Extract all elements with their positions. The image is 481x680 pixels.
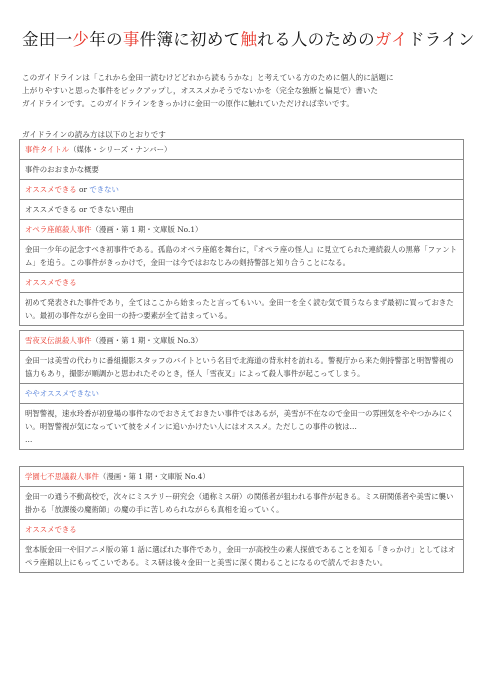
legend-summary-row: 事件のおおまかな概要: [20, 159, 463, 179]
title-highlight: 触: [240, 30, 258, 49]
legend-rec-negative: できない: [89, 185, 119, 194]
legend-title-label: 事件タイトル: [25, 145, 70, 154]
case-recommendation: オススメできる: [20, 519, 463, 539]
case-recommendation: ややオススメできない: [20, 383, 463, 403]
case-table-yukiyasha: [19, 330, 464, 450]
case-meta: （漫画・第 1 期・文庫版 No.4）: [98, 472, 210, 481]
case-table-opera: [19, 219, 464, 326]
case-summary: 金田一は美雪の代わりに番組撮影スタッフのバイトという名目で北海道の背氷村を訪れる。警視庁から来た剣持警部と明智警視の協力もあり，撮影が順調かと思われたそのとき，怪人「雪夜叉」によって殺人事件が起こってしまう。: [20, 350, 463, 383]
page-title: [22, 26, 475, 50]
case-title-row: [20, 467, 463, 486]
case-title: 雪夜叉伝説殺人事件: [25, 336, 92, 345]
title-highlight: 少: [72, 30, 90, 49]
case-title-row: [20, 220, 463, 239]
legend-reason-row: [20, 199, 463, 219]
title-highlight: 事: [122, 30, 140, 49]
case-reason-text: 明智警視，速水玲香が初登場の事件なのでおさえておきたい事件ではあるが，美雪が不在なので金田一の雰囲気をややつかみにくい。明智警視が気になっていて彼をメインに追いかけたい人にはオススメ。ただしこの事件の彼は…: [25, 409, 454, 431]
title-segment: 件簿に初めて: [139, 30, 241, 49]
legend-lead: ガイドラインの読み方は以下のとおりです: [22, 130, 166, 139]
legend-reason-post: できない理由: [89, 205, 134, 214]
legend-rec-or: or: [76, 185, 90, 194]
title-segment: ドライン: [407, 30, 475, 49]
case-reason: 堂本版金田一や旧アニメ版の第 1 話に選ばれた事件であり，金田一が高校生の素人探偵であることを知る「きっかけ」としてはオペラ座館以上にもってこいである。ミス研は後々金田一と美雪に深く関わることになるので読んでおきたい。: [20, 539, 463, 572]
case-reason-tail: …: [25, 435, 33, 444]
title-segment: 年の: [89, 30, 123, 49]
case-reason: 初めて発表された事件であり，全てはここから始まったと言ってもいい。金田一を全く読む気で買うならまず最初に買っておきたい。最初の事件ながら金田一の持つ要素が全て詰まっている。: [20, 292, 463, 325]
legend-rec-positive: オススメできる: [25, 185, 77, 194]
title-segment: 金田一: [22, 30, 73, 49]
case-title: 学園七不思議殺人事件: [25, 472, 99, 481]
case-title-row: [20, 331, 463, 350]
legend-table: [19, 139, 464, 220]
case-meta: （漫画・第 1 期・文庫版 No.3）: [91, 336, 203, 345]
case-reason: [20, 403, 463, 449]
legend-title-meta: （媒体・シリーズ・ナンバー）: [69, 145, 172, 154]
legend-rec-row: [20, 179, 463, 199]
title-segment: れる人のための: [257, 30, 375, 49]
case-recommendation: オススメできる: [20, 272, 463, 292]
legend-title-row: [20, 140, 463, 159]
intro-paragraph: [22, 71, 462, 110]
intro-line: このガイドラインは「これから金田一読むけどどれから読もうかな」と考えている方のために個人的に話題に: [22, 73, 394, 82]
title-highlight: ガイ: [374, 30, 408, 49]
legend-reason-pre: オススメできる: [25, 205, 77, 214]
intro-line: 上がりやすいと思った事件をピックアップし，オススメかそうでないかを（完全な独断と偏見で）書いた: [22, 86, 378, 95]
case-meta: （漫画・第 1 期・文庫版 No.1）: [91, 225, 203, 234]
case-title: オペラ座館殺人事件: [25, 225, 92, 234]
intro-line: ガイドラインです。このガイドラインをきっかけに金田一の原作に触れていただければ幸いです。: [22, 99, 354, 108]
case-summary: 金田一少年の記念すべき初事件である。孤島のオペラ座館を舞台に，『オペラ座の怪人』に見立てられた連続殺人の黒幕「ファントム」を追う。この事件がきっかけで，金田一は今ではおなじみの剣持警部と知り合うことになる。: [20, 239, 463, 272]
case-summary: 金田一の通う不動高校で，次々にミステリー研究会（通称ミス研）の関係者が狙われる事件が起きる。ミス研関係者や美雪に襲い掛かる「放課後の魔術師」の魔の手に苦しめられながらも真相を追っていく。: [20, 486, 463, 519]
legend-reason-or: or: [76, 205, 90, 214]
case-table-gakuen: [19, 466, 464, 573]
